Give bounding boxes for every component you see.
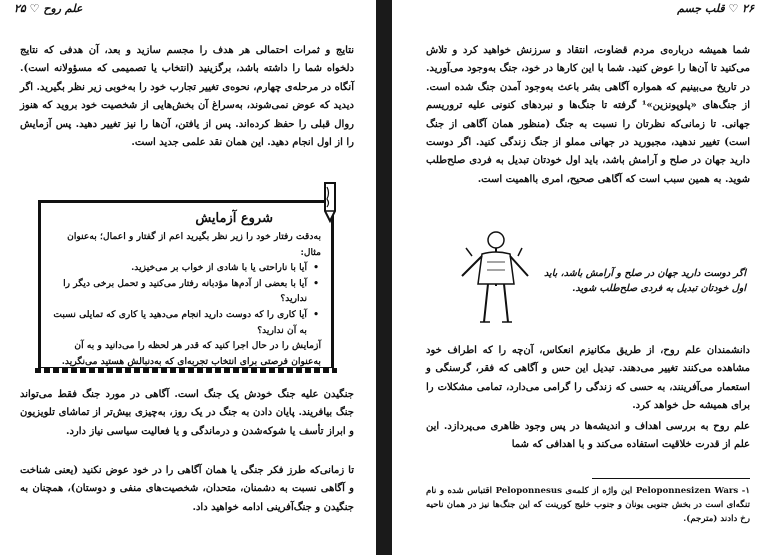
right-paragraph-1: شما همیشه درباره‌ی مردم قضاوت، انتقاد و سرزنش خواهید کرد و تلاش می‌کنید تا آن‌ها را عوض کنید. شما با این کارها در خود، جنگ به‌وجود می‌آورید. در تاریخ می‌بینیم که همواره آگاهی بشر باعث به‌وجود آمدن جنگ شده است. از جنگ‌های «پلوپونزین»¹ گرفته تا جنگ‌ها و نبردهای کنونی علیه تروریسم جهانی. تا زمانی‌که نظرتان را نسبت به جنگ (منظور همان آگاهی از جنگ است) تغییر ندهید، مجبورید در جهانی مملو از جنگ زندگی کنید. اگر دوست دارید جهان در صلح و آرامش باشد، باید اول خودتان تبدیل به فردی صلح‌طلب شوید. به همین سبب است که آگاهی صحیح، امری بااهمیت است. xyxy=(426,45,750,185)
right-paragraph-2: دانشمندان علم روح، از طریق مکانیزم انعکاس، آن‌چه را که اطراف خود مشاهده می‌کنند تغییر می‌دهند. تبدیل این حس و آگاهی که فقر، گرسنگی و استعمار می‌آفرینند، به حسی که زندگی را گرامی می‌دارد، تمامی مشکلات را برای همیشه حل خواهد کرد. xyxy=(426,345,750,412)
figure-caption: اگر دوست دارید جهان در صلح و آرامش باشد، باید اول خودتان تبدیل به فردی صلح‌طلب شوید. xyxy=(544,268,746,294)
left-page xyxy=(0,0,376,555)
right-paragraph-3: علم روح به بررسی اهداف و اندیشه‌ها در پس وجود ظاهری می‌پردازد. این علم از قدرت خلاقیت استفاده می‌کند و با اهدافی که شما xyxy=(426,421,750,451)
left-paragraph-1: نتایج و ثمرات احتمالی هر هدف را مجسم سازید و بعد، آن هدفی که نتایج دلخواه شما را داشته باشد، برگزینید (انتخاب یا تصمیمی که مسؤولانه است). آنگاه در مرحله‌ی چهارم، نحوه‌ی تغییر تجارب خود را به‌خوبی زیر نظر بگیرید. اگر دیدید که عوض نمی‌شوند، به‌سراغ آن بخش‌هایی از شخصیت خود بروید که هنوز روال قبلی را حفظ کرده‌اند. پس از یافتن، آن‌ها را نیز تغییر دهید. پس آزمایش را از اول انجام دهید. این همان نقد علمی جدید است. xyxy=(20,45,354,149)
footnote: ۱- Peloponnesizen Wars این واژه از کلمه‌ی Peloponnesus اقتباس شده و نام تنگه‌ای است در بخش جنوبی یونان و جنوب خلیج کورینت که این جنگ‌ها نیز در همان ناحیه رخ دادند (مترجم). xyxy=(426,486,750,524)
figure-illustration xyxy=(452,226,536,326)
left-paragraph-3: تا زمانی‌که طرز فکر جنگی یا همان آگاهی را در خود عوض نکنید (یعنی شناخت و آگاهی نسبت به دشمنان، متحدان، شخصیت‌های منفی و دوستان)، همچنان به جنگیدن و جنگ‌آفرینی ادامه خواهید داد. xyxy=(20,465,354,513)
exercise-box xyxy=(38,200,334,370)
footnote-rule xyxy=(592,478,750,479)
right-page xyxy=(392,0,768,555)
box-item-2: • آیا با بعضی از آدم‌ها مؤدبانه رفتار می‌کنید و تحمل برخی دیگر را ندارید؟ xyxy=(51,276,321,307)
pencil-icon xyxy=(321,181,339,223)
box-item-1: • آیا با ناراحتی یا با شادی از خواب بر می‌خیزید. xyxy=(51,260,321,276)
box-title: شروع آزمایش xyxy=(195,211,273,226)
box-item-3: • آیا کاری را که دوست دارید انجام می‌دهید یا کاری که تمایلی نسبت به آن ندارید؟ xyxy=(51,307,321,338)
book-gutter xyxy=(376,0,392,555)
left-page-header: علم روح ♡ ۲۵ xyxy=(14,2,83,15)
box-closing: آزمایش را در حال اجرا کنید که قدر هر لحظه را می‌دانید و به آن به‌عنوان فرصتی برای انتخاب تجربه‌ای که به‌دنبالش هستید می‌نگرید. xyxy=(61,340,321,367)
left-paragraph-2: جنگیدن علیه جنگ خودش یک جنگ است. آگاهی در مورد جنگ فقط می‌تواند جنگ بیافریند. پایان دادن به جنگ در یک روز، به‌چیزی بیش‌تر از تماشای تلویزیون و ابراز تأسف یا شوکه‌شدن و درماندگی و یا فعالیت سیاسی نیاز دارد. xyxy=(20,389,354,437)
right-page-header: ۲۶ ♡ قلب جسم xyxy=(677,2,754,15)
box-intro: به‌دقت رفتار خود را زیر نظر بگیرید اعم از گفتار و اعمال؛ به‌عنوان مثال: xyxy=(67,231,321,258)
